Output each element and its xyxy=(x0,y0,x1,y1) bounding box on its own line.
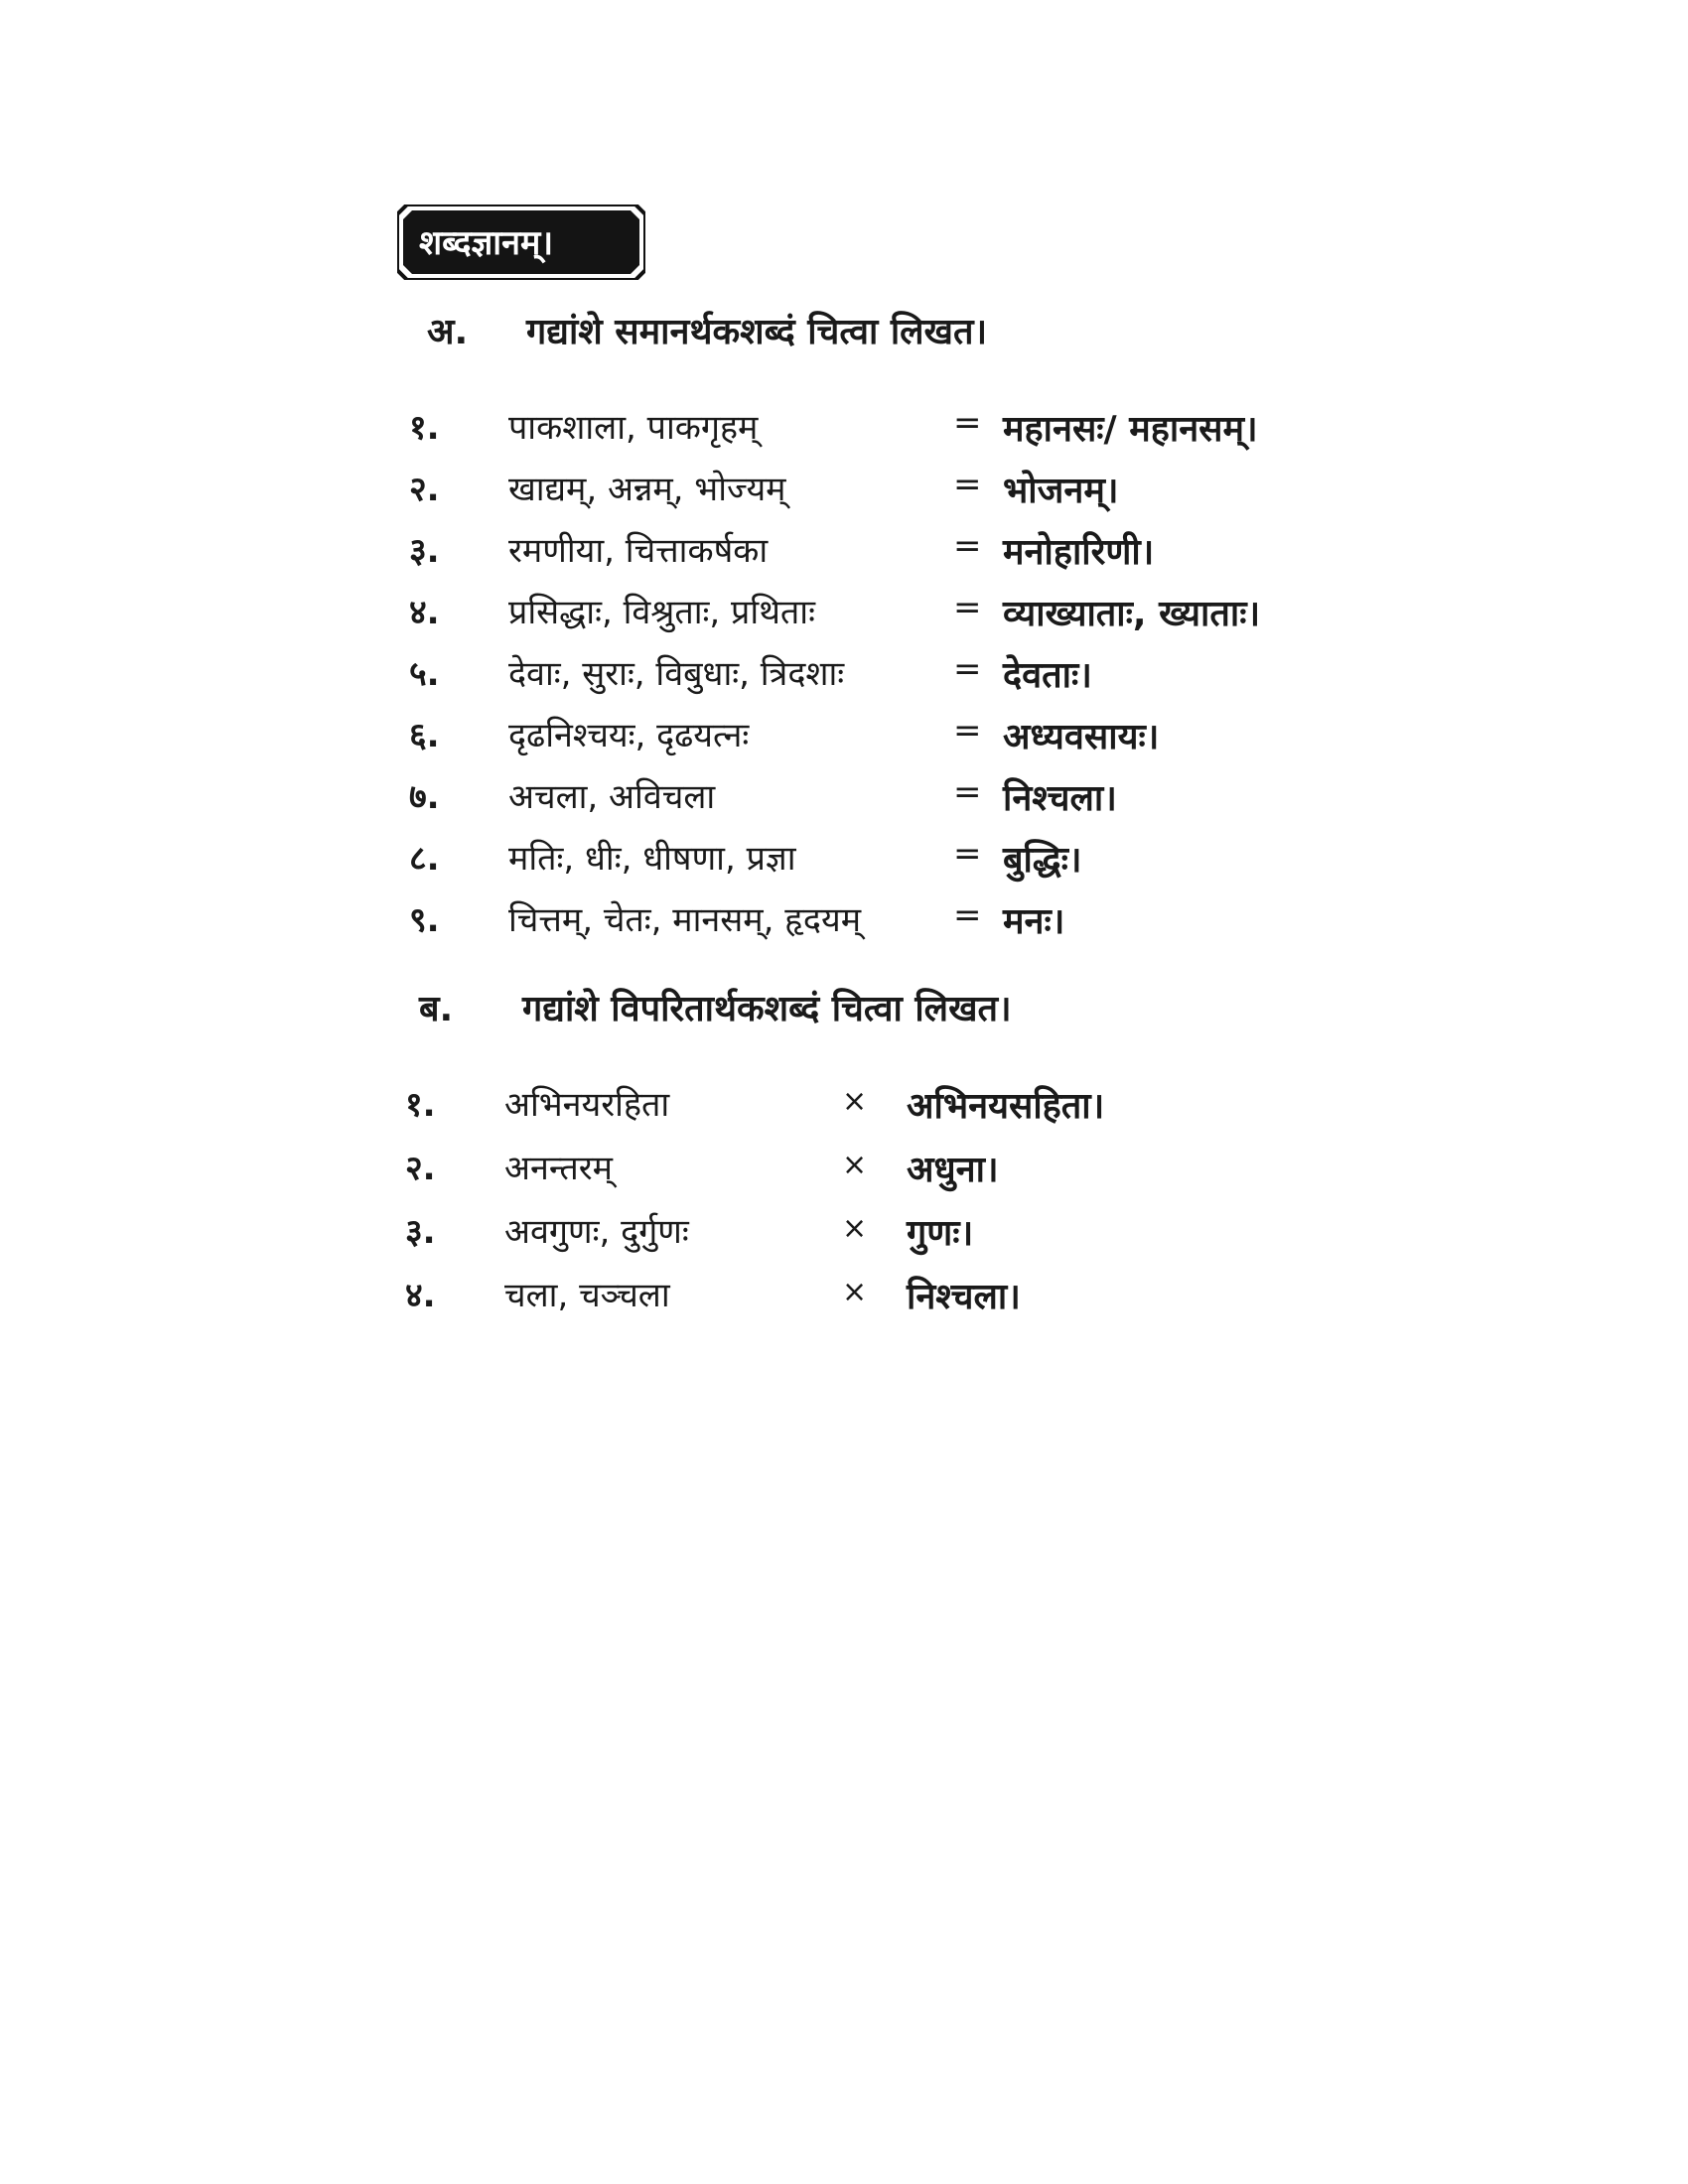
row-number: ७. xyxy=(409,777,440,817)
row-term: प्रसिद्धाः, विश्रुताः, प्रथिताः xyxy=(508,593,815,632)
equals-sign: = xyxy=(953,649,982,689)
row-term: पाकशाला, पाकगृहम् xyxy=(508,408,759,448)
row-term: चला, चञ्चला xyxy=(504,1276,670,1315)
row-number: ६. xyxy=(409,716,440,755)
row-number: २. xyxy=(409,470,440,509)
equals-sign: = xyxy=(953,895,982,935)
equals-sign: = xyxy=(953,711,982,751)
row-term: खाद्यम्, अन्नम्, भोज्यम् xyxy=(508,470,786,509)
row-number: ३. xyxy=(409,531,440,571)
row-number: ३. xyxy=(405,1212,436,1252)
page-heading: शब्दज्ञानम्। xyxy=(419,223,554,263)
row-number: १. xyxy=(409,408,440,448)
row-term: मतिः, धीः, धीषणा, प्रज्ञा xyxy=(508,839,796,879)
row-answer: निश्चला। xyxy=(907,1277,1021,1317)
equals-sign: = xyxy=(953,772,982,812)
row-answer: अधुना। xyxy=(907,1150,999,1190)
equals-sign: = xyxy=(953,526,982,566)
section-a-title: गद्यांशे समानर्थकशब्दं चित्वा लिखत। xyxy=(526,312,988,352)
row-answer: निश्चला। xyxy=(1003,778,1117,819)
row-answer: अभिनयसहिता। xyxy=(907,1086,1105,1127)
row-term: चित्तम्, चेतः, मानसम्, हृदयम् xyxy=(508,900,862,940)
row-number: ४. xyxy=(409,593,440,632)
equals-sign: = xyxy=(953,465,982,504)
row-number: १. xyxy=(405,1085,436,1125)
row-term: अचला, अविचला xyxy=(508,777,716,817)
row-answer: मनोहारिणी। xyxy=(1003,532,1155,573)
section-a-letter: अ. xyxy=(427,312,469,352)
row-term: दृढनिश्चयः, दृढयत्नः xyxy=(508,716,750,755)
row-answer: बुद्धिः। xyxy=(1003,840,1082,881)
row-term: रमणीया, चित्ताकर्षका xyxy=(508,531,769,571)
equals-sign: = xyxy=(953,403,982,443)
equals-sign: = xyxy=(953,588,982,627)
cross-sign: × xyxy=(842,1211,868,1246)
row-number: ४. xyxy=(405,1276,436,1315)
row-term: अवगुणः, दुर्गुणः xyxy=(504,1212,689,1252)
row-answer: व्याख्याताः, ख्याताः। xyxy=(1003,594,1261,634)
equals-sign: = xyxy=(953,834,982,874)
cross-sign: × xyxy=(842,1275,868,1309)
row-number: ९. xyxy=(409,900,440,940)
row-number: ५. xyxy=(409,654,440,694)
section-b-title: गद्यांशे विपरितार्थकशब्दं चित्वा लिखत। xyxy=(522,989,1012,1029)
row-answer: अध्यवसायः। xyxy=(1003,717,1160,757)
row-number: २. xyxy=(405,1149,436,1188)
row-answer: मनः। xyxy=(1003,901,1065,942)
row-term: अभिनयरहिता xyxy=(504,1085,670,1125)
row-answer: महानसः/ महानसम्। xyxy=(1003,409,1258,450)
row-answer: देवताः। xyxy=(1003,655,1092,696)
row-answer: गुणः। xyxy=(907,1213,974,1254)
row-term: देवाः, सुराः, विबुधाः, त्रिदशाः xyxy=(508,654,845,694)
section-b-letter: ब. xyxy=(419,989,454,1029)
row-term: अनन्तरम् xyxy=(504,1149,613,1188)
cross-sign: × xyxy=(842,1148,868,1182)
cross-sign: × xyxy=(842,1084,868,1119)
row-answer: भोजनम्। xyxy=(1003,471,1119,511)
heading-badge xyxy=(397,205,645,280)
row-number: ८. xyxy=(409,839,440,879)
